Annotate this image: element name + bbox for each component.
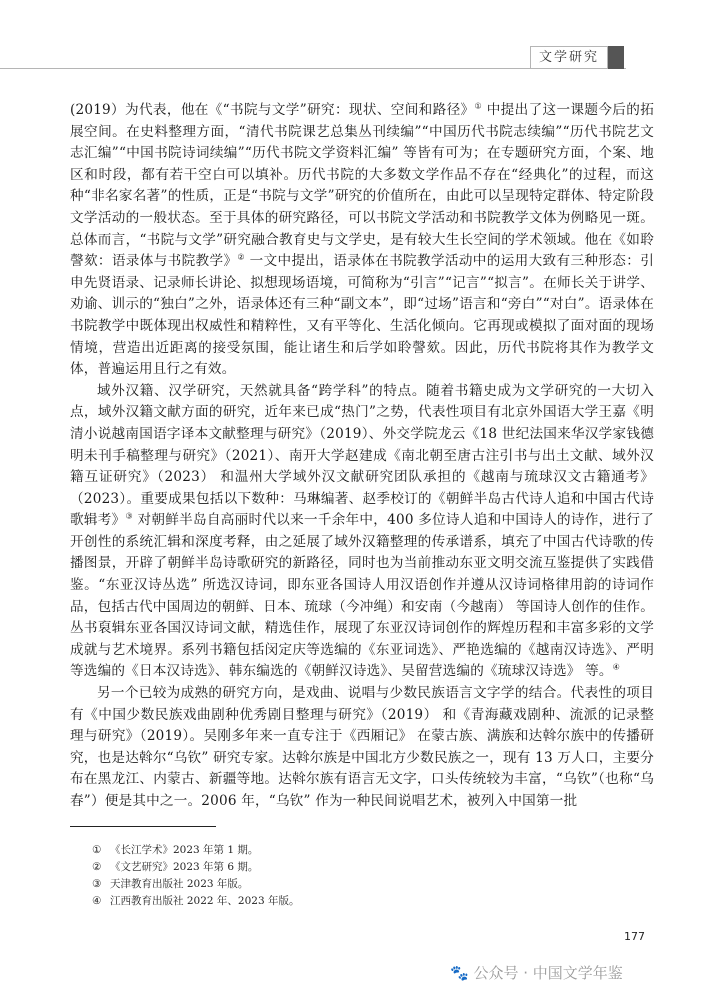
footnote-2: ② 《文艺研究》2023 年第 6 期。 <box>92 861 259 873</box>
paragraph-3: 另一个已较为成熟的研究方向，是戏曲、说唱与少数民族语言文字学的结合。代表性的项目有《中国少数民族戏曲剧种优秀剧目整理与研究》（2019） 和《青海藏戏剧种、流派的记录整理与研究》（2019）。吴刚多年来一直专注于《西厢记》 在蒙古族、满族和达斡尔族中的传播研究，也是达斡尔“乌钦” 研究专家。达斡尔族是中国北方少数民族之一，现有 13 万人口，主要分布在黑龙江、内蒙古、新疆等地。达斡尔族有语言无文字，口头传统较为丰富，“乌钦”（也称“乌春”）便是其中之一。2006 年，“乌钦” 作为一种民间说唱艺术，被列入中国第一批 <box>70 685 654 809</box>
footnote-1: ① 《长江学术》2023 年第 1 期。 <box>92 844 259 856</box>
footnote-4: ④ 江西教育出版社 2022 年、2023 年版。 <box>92 895 300 907</box>
header-rule <box>0 68 626 69</box>
paragraph-1: (2019）为代表，他在《“书院与文学”研究：现状、空间和路径》① 中提出了这一课题今后的拓展空间。在史料整理方面，“清代书院课艺总集丛刊续编”“中国历代书院志续编”“历代书院艺文志汇编”“中国书院诗词续编”“历代书院文学资料汇编” 等皆有可为；在专题研究方面，个案、地区和时段，都有若干空白可以填补。历代书院的大多数文学作品不存在“经典化”的过程，而这种“非名家名著”的性质，正是“书院与文学”研究的价值所在，由此可以呈现特定群体、特定阶段文学活动的一般状态。至于具体的研究路径，可以书院文学活动和书院教学文体为例略见一斑。总体而言，“书院与文学”研究融合教育史与文学史，是有较大生长空间的学术领域。他在《如聆謦欬：语录体与书院教学》② 一文中提出，语录体在书院教学活动中的运用大致有三种形态：引申先贤语录、记录师长讲论、拟想现场语境，可简称为“引言”“记言”“拟言”。在师长关于讲学、劝谕、训示的“独白”之外，语录体还有三种“副文本”，即“过场”语言和“旁白”“对白”。语录体在书院教学中既体现出权威性和精粹性，又有平等化、生活化倾向。它再现或模拟了面对面的现场情境，营造出近距离的接受氛围，能让诸生和后学如聆謦欬。因此，历代书院将其作为教学文体，普遍运用且行之有效。 <box>70 101 654 378</box>
page-number: 177 <box>624 930 645 943</box>
footnotes <box>92 842 299 910</box>
article-body <box>70 100 654 813</box>
section-marker <box>608 46 624 69</box>
footnote-divider <box>70 826 216 827</box>
footnote-3: ③ 天津教育出版社 2023 年版。 <box>92 878 249 890</box>
section-label: 文学研究 <box>530 46 608 68</box>
paragraph-2: 域外汉籍、汉学研究，天然就具备“跨学科”的特点。随着书籍史成为文学研究的一大切入点，域外汉籍文献方面的研究，近年来已成“热门”之势，代表性项目有北京外国语大学王嘉《明清小说越南国语字译本文献整理与研究》（2019）、外交学院龙云《18 世纪法国来华汉学家钱德明未刊手稿整理与研究》（2021）、南开大学赵建成《南北朝至唐古注引书与出土文献、域外汉籍互证研究》（2023） 和温州大学域外汉文献研究团队承担的《越南与琉球汉文古籍通考》（2023）。重要成果包括以下数种：马琳编著、赵季校订的《朝鲜半岛古代诗人追和中国古代诗歌辑考》③ 对朝鲜半岛自高丽时代以来一千余年中，400 多位诗人追和中国诗人的诗作，进行了开创性的系统汇辑和深度考释，由之延展了域外汉籍整理的传承谱系，填充了中国古代诗歌的传播图景，开辟了朝鲜半岛诗歌研究的新路径，同时也为当前推动东亚文明交流互鉴提供了实践借鉴。“东亚汉诗丛选” 所选汉诗词，即东亚各国诗人用汉语创作并遵从汉诗词格律用韵的诗词作品，包括古代中国周边的朝鲜、日本、琉球（今冲绳）和安南（今越南） 等国诗人创作的佳作。丛书裒辑东亚各国汉诗词文献，精选佳作，展现了东亚汉诗词创作的辉煌历程和丰富多彩的文学成就与艺术境界。系列书籍包括闵定庆等选编的《东亚词选》、严艳选编的《越南汉诗选》、严明等选编的《日本汉诗选》、韩东编选的《朝鲜汉诗选》、吴留营选编的《琉球汉诗选》 等。④ <box>70 382 654 680</box>
watermark: 🐾 公众号 · 中国文学年鉴 <box>450 964 623 982</box>
